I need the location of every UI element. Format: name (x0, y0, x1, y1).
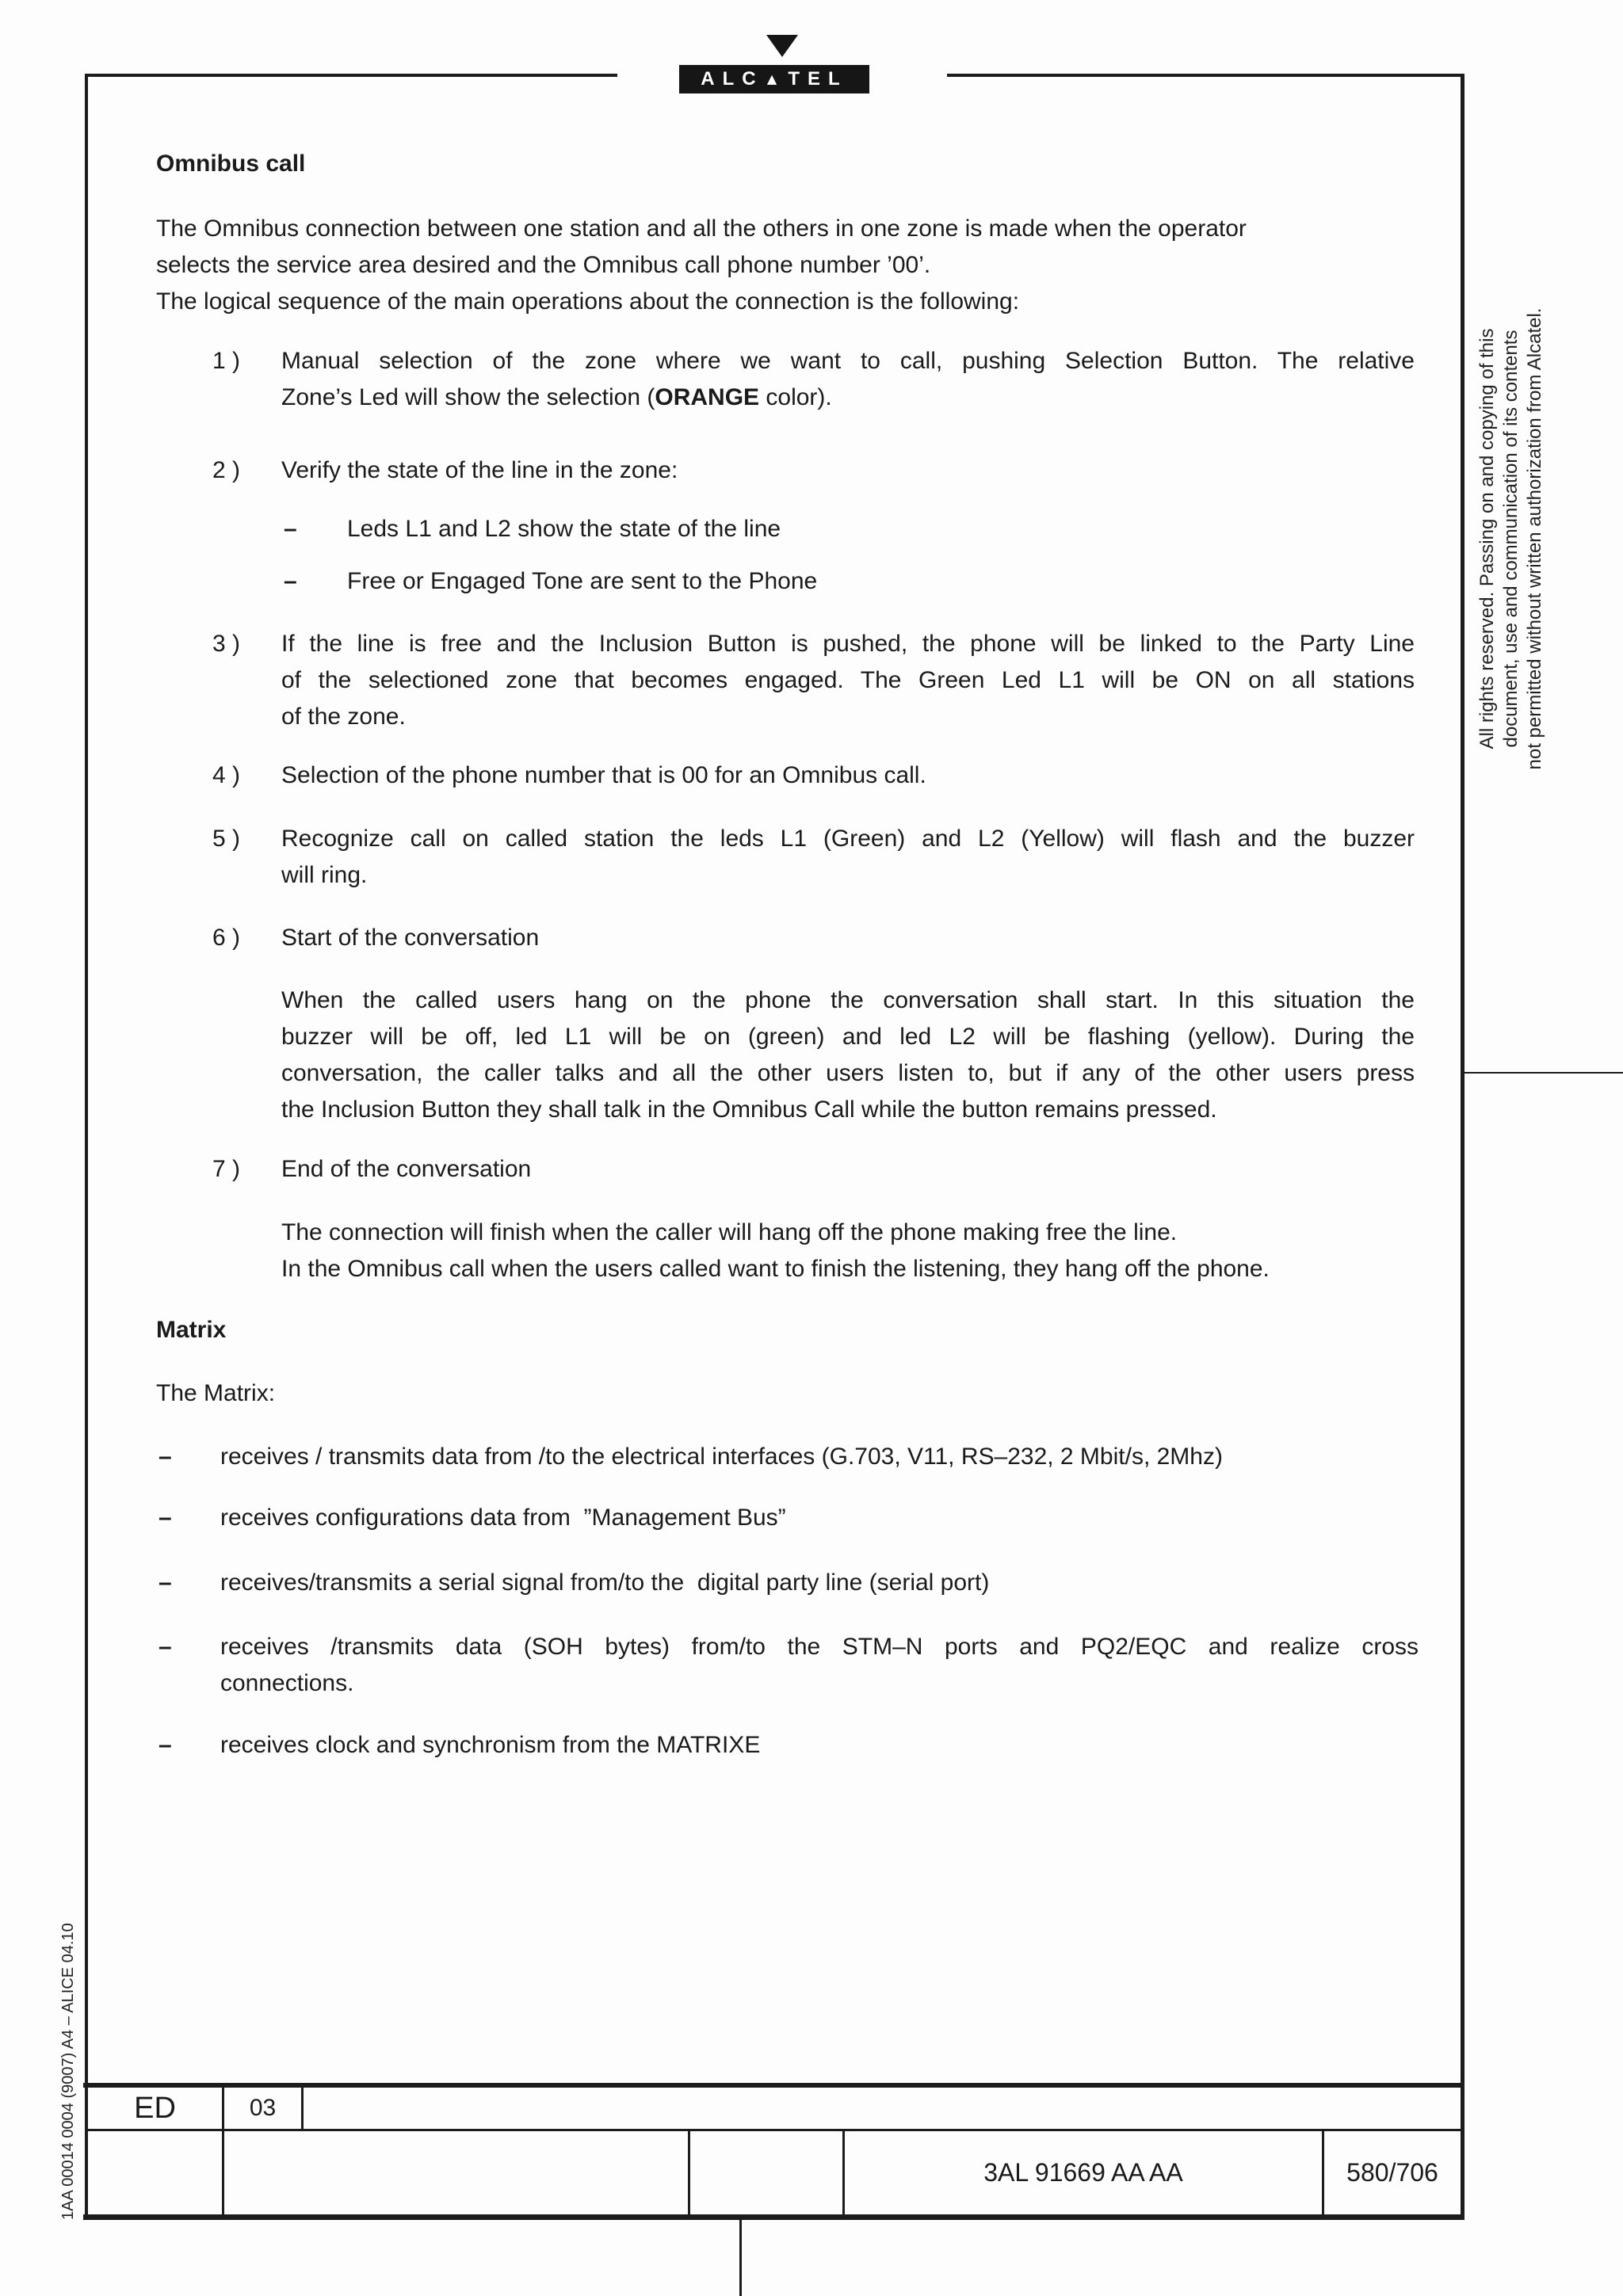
dash-icon: – (284, 568, 297, 594)
item-number: 4 ) (212, 762, 241, 788)
ed-label: ED (134, 2091, 176, 2125)
text-line: If the line is free and the Inclusion Button is pushed, the phone will be linked to the Party Line (281, 631, 1415, 657)
item-number: 5 ) (212, 826, 241, 852)
form-code: 1AA 00014 0004 (9007) A4 – ALICE 04.10 (59, 1923, 77, 2220)
copyright-line: not permitted without written authorization from Alcatel. (1524, 307, 1545, 770)
dash-icon: – (284, 516, 297, 542)
text-line: The connection will finish when the caller will hang off the phone making free the line. (281, 1219, 1178, 1245)
copyright-line: All rights reserved. Passing on and copying of this (1476, 328, 1498, 749)
footer-bottom-line (83, 2214, 1465, 2220)
text-line: receives/transmits a serial signal from/to the digital party line (serial port) (220, 1569, 990, 1596)
bullet-item (220, 1439, 1419, 1475)
text-line: will ring. (281, 862, 368, 888)
numbered-item (281, 343, 1415, 416)
page-number: 580/706 (1346, 2158, 1438, 2187)
text-line: receives clock and synchronism from the MATRIXE (220, 1732, 761, 1758)
footer-vline (301, 2086, 304, 2130)
numbered-item (281, 757, 1415, 794)
item-number: 2 ) (212, 457, 241, 483)
numbered-item (281, 920, 1415, 956)
document-number: 3AL 91669 AA AA (983, 2158, 1183, 2187)
item-number: 3 ) (212, 631, 241, 657)
logo-text-right: TEL (788, 68, 848, 90)
item-number: 6 ) (212, 925, 241, 951)
numbered-item (281, 452, 1415, 489)
bullet-item (220, 1629, 1419, 1702)
ed-value: 03 (249, 2095, 277, 2121)
item-number: 7 ) (212, 1156, 241, 1182)
text-line: Manual selection of the zone where we want to call, pushing Selection Button. The relative (281, 348, 1415, 374)
text-line: of the zone. (281, 704, 406, 730)
footer-vline (222, 2131, 224, 2214)
fold-mark (739, 2214, 742, 2296)
text-line: receives configurations data from ”Management Bus” (220, 1505, 786, 1531)
text-line: The Omnibus connection between one station and all the others in one zone is made when the operator (156, 215, 1247, 242)
text-line: Verify the state of the line in the zone: (281, 457, 678, 483)
dash-icon: – (158, 1634, 172, 1660)
text-line: When the called users hang on the phone the conversation shall start. In this situation the (281, 987, 1415, 1013)
paragraph (156, 211, 1416, 320)
text-line: The logical sequence of the main operations about the connection is the following: (156, 288, 1020, 315)
text-line: receives /transmits data (SOH bytes) from/to the STM–N ports and PQ2/EQC and realize cross (220, 1634, 1419, 1660)
text-line: Zone’s Led will show the selection (ORANGE color). (281, 384, 832, 410)
text-line: The Matrix: (156, 1380, 276, 1406)
item-number: 1 ) (212, 348, 241, 374)
dash-icon: – (158, 1569, 172, 1596)
text-line: Selection of the phone number that is 00 for an Omnibus call. (281, 762, 926, 788)
dash-icon: – (158, 1732, 172, 1758)
footer-vline (688, 2131, 690, 2214)
copyright-line: document, use and communication of its contents (1500, 330, 1522, 748)
section-heading: Matrix (156, 1317, 227, 1343)
text-line: Recognize call on called station the leds L1 (Green) and L2 (Yellow) will flash and the buzzer (281, 826, 1415, 852)
dash-icon: – (158, 1444, 172, 1470)
sub-bullet-item: Leds L1 and L2 show the state of the line (347, 516, 781, 542)
paragraph (281, 1215, 1415, 1287)
text-line: conversation, the caller talks and all the other users listen to, but if any of the other users press (281, 1060, 1415, 1086)
numbered-item (281, 626, 1415, 735)
logo-a-triangle-icon: ▲ (763, 71, 789, 89)
text-line: selects the service area desired and the Omnibus call phone number ’00’. (156, 252, 931, 278)
text-line: In the Omnibus call when the users called want to finish the listening, they hang off the phone. (281, 1256, 1270, 1282)
numbered-item (281, 1151, 1415, 1188)
bullet-item (220, 1565, 1419, 1601)
text-line: of the selectioned zone that becomes engaged. The Green Led L1 will be ON on all stations (281, 667, 1415, 693)
bullet-item (220, 1500, 1419, 1536)
dash-icon: – (158, 1505, 172, 1531)
numbered-item (281, 821, 1415, 894)
text-line: connections. (220, 1670, 354, 1696)
text-line: buzzer will be off, led L1 will be on (green) and led L2 will be flashing (yellow). During the (281, 1024, 1415, 1050)
text-line: Start of the conversation (281, 925, 540, 951)
paragraph (156, 1375, 1416, 1412)
text-line: receives / transmits data from /to the electrical interfaces (G.703, V11, RS–232, 2 Mbit/s, 2Mhz) (220, 1444, 1223, 1470)
logo-text-left: ALC (701, 68, 764, 90)
text-line: End of the conversation (281, 1156, 532, 1182)
sub-bullet-item: Free or Engaged Tone are sent to the Phone (347, 568, 818, 594)
paragraph (281, 982, 1415, 1128)
bullet-item (220, 1727, 1419, 1764)
section-heading: Omnibus call (156, 151, 306, 177)
text-line: the Inclusion Button they shall talk in the Omnibus Call while the button remains pressed. (281, 1097, 1217, 1123)
